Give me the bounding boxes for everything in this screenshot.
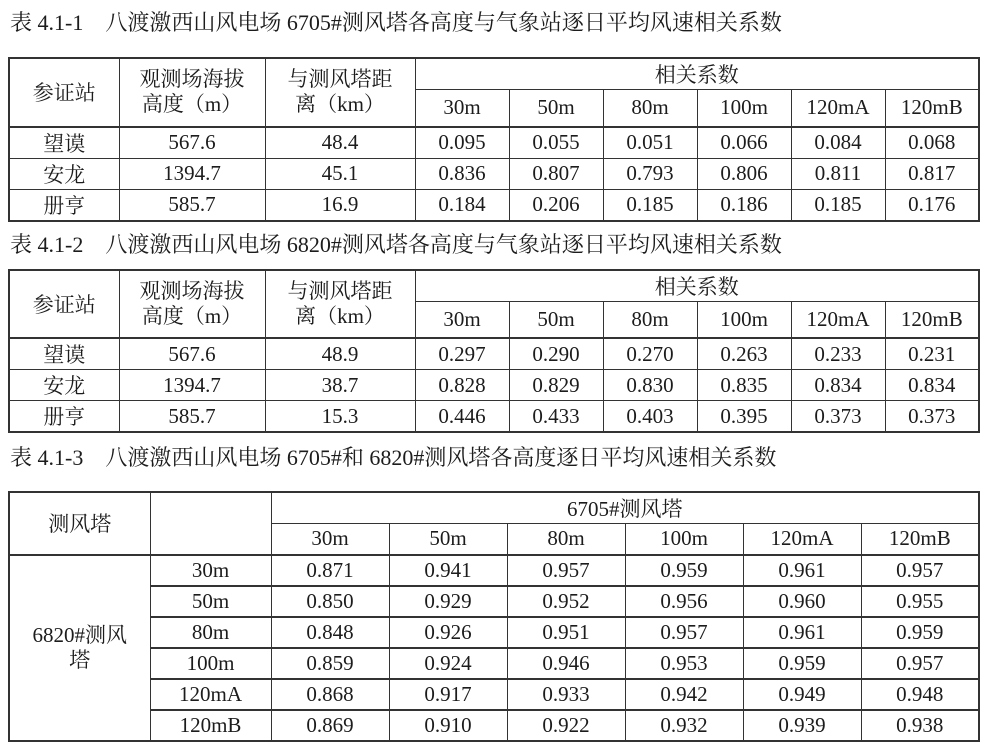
header-correlation-group-cell: 相关系数 [415, 270, 979, 302]
value-cell: 0.869 [271, 710, 389, 741]
value-cell: 0.946 [507, 648, 625, 679]
row-group-tower-line1: 6820#测风 [32, 622, 127, 647]
height-header-cell: 120mA [743, 524, 861, 555]
row-group-tower-cell [9, 555, 150, 741]
table-row [9, 648, 979, 679]
height-cell: 80m [150, 617, 271, 648]
height-header-cell: 120mA [791, 301, 885, 338]
header-tower-cell: 测风塔 [9, 492, 150, 555]
value-cell: 0.206 [509, 189, 603, 221]
value-cell: 0.836 [415, 158, 509, 189]
table-row [9, 158, 979, 189]
value-cell: 0.084 [791, 127, 885, 159]
value-cell: 0.956 [625, 586, 743, 617]
value-cell: 0.951 [507, 617, 625, 648]
value-cell: 0.095 [415, 127, 509, 159]
station-cell: 册亨 [9, 401, 119, 433]
correlation-table-6820 [8, 269, 980, 434]
elevation-cell: 585.7 [119, 401, 265, 433]
value-cell: 0.917 [389, 679, 507, 710]
value-cell: 0.929 [389, 586, 507, 617]
row-group-tower-line2: 塔 [69, 647, 91, 672]
value-cell: 0.959 [743, 648, 861, 679]
value-cell: 0.957 [861, 555, 979, 586]
height-header-cell: 80m [603, 301, 697, 338]
value-cell: 0.433 [509, 401, 603, 433]
value-cell: 0.793 [603, 158, 697, 189]
value-cell: 0.955 [861, 586, 979, 617]
value-cell: 0.807 [509, 158, 603, 189]
height-header-cell: 120mB [861, 524, 979, 555]
table-row [9, 710, 979, 741]
value-cell: 0.290 [509, 338, 603, 370]
height-cell: 100m [150, 648, 271, 679]
value-cell: 0.868 [271, 679, 389, 710]
value-cell: 0.850 [271, 586, 389, 617]
table2-caption-title: 八渡激西山风电场 6820#测风塔各高度与气象站逐日平均风速相关系数 [105, 231, 782, 257]
value-cell: 0.948 [861, 679, 979, 710]
value-cell: 0.922 [507, 710, 625, 741]
height-header-cell: 120mB [885, 301, 979, 338]
value-cell: 0.830 [603, 370, 697, 401]
value-cell: 0.957 [507, 555, 625, 586]
elevation-cell: 1394.7 [119, 370, 265, 401]
value-cell: 0.231 [885, 338, 979, 370]
value-cell: 0.270 [603, 338, 697, 370]
value-cell: 0.959 [625, 555, 743, 586]
table-row [9, 338, 979, 370]
table-row [9, 617, 979, 648]
header-distance-line2: 离（km） [295, 303, 385, 328]
table1-caption-label: 表 4.1-1 [10, 10, 84, 35]
value-cell: 0.817 [885, 158, 979, 189]
table-row [9, 270, 979, 302]
value-cell: 0.939 [743, 710, 861, 741]
height-header-cell: 50m [509, 301, 603, 338]
value-cell: 0.952 [507, 586, 625, 617]
value-cell: 0.066 [697, 127, 791, 159]
height-header-cell: 100m [697, 90, 791, 127]
value-cell: 0.834 [885, 370, 979, 401]
value-cell: 0.926 [389, 617, 507, 648]
station-cell: 安龙 [9, 370, 119, 401]
value-cell: 0.859 [271, 648, 389, 679]
header-station-cell: 参证站 [9, 270, 119, 339]
table1-caption-title: 八渡激西山风电场 6705#测风塔各高度与气象站逐日平均风速相关系数 [105, 10, 782, 35]
height-header-cell: 100m [697, 301, 791, 338]
value-cell: 0.848 [271, 617, 389, 648]
height-cell: 30m [150, 555, 271, 586]
value-cell: 0.806 [697, 158, 791, 189]
header-distance-line1: 与测风塔距 [287, 67, 393, 92]
value-cell: 0.233 [791, 338, 885, 370]
value-cell: 0.961 [743, 617, 861, 648]
header-elevation-line2: 高度（m） [141, 303, 243, 328]
header-elevation-line1: 观测场海拔 [139, 67, 245, 92]
value-cell: 0.942 [625, 679, 743, 710]
height-header-cell: 30m [415, 90, 509, 127]
value-cell: 0.176 [885, 189, 979, 221]
value-cell: 0.811 [791, 158, 885, 189]
distance-cell: 48.4 [265, 127, 415, 159]
elevation-cell: 567.6 [119, 127, 265, 159]
value-cell: 0.932 [625, 710, 743, 741]
table-row [9, 586, 979, 617]
correlation-table-6705 [8, 57, 980, 222]
value-cell: 0.263 [697, 338, 791, 370]
height-header-cell: 30m [415, 301, 509, 338]
header-distance-line2: 离（km） [295, 92, 385, 117]
height-cell: 120mB [150, 710, 271, 741]
height-header-cell: 80m [507, 524, 625, 555]
distance-cell: 48.9 [265, 338, 415, 370]
value-cell: 0.828 [415, 370, 509, 401]
table2-caption [8, 230, 978, 260]
table-row [9, 679, 979, 710]
table3-caption-label: 表 4.1-3 [10, 445, 84, 470]
height-header-cell: 120mB [885, 90, 979, 127]
header-distance-line1: 与测风塔距 [287, 278, 393, 303]
value-cell: 0.953 [625, 648, 743, 679]
value-cell: 0.403 [603, 401, 697, 433]
table3-caption [8, 443, 978, 473]
height-cell: 120mA [150, 679, 271, 710]
value-cell: 0.961 [743, 555, 861, 586]
elevation-cell: 585.7 [119, 189, 265, 221]
header-empty-cell [150, 492, 271, 555]
value-cell: 0.949 [743, 679, 861, 710]
value-cell: 0.395 [697, 401, 791, 433]
value-cell: 0.373 [791, 401, 885, 433]
table1-caption [8, 8, 978, 38]
value-cell: 0.933 [507, 679, 625, 710]
value-cell: 0.959 [861, 617, 979, 648]
table3-caption-title: 八渡激西山风电场 6705#和 6820#测风塔各高度逐日平均风速相关系数 [105, 445, 777, 470]
station-cell: 望谟 [9, 127, 119, 159]
value-cell: 0.055 [509, 127, 603, 159]
value-cell: 0.941 [389, 555, 507, 586]
header-station-cell: 参证站 [9, 58, 119, 127]
value-cell: 0.051 [603, 127, 697, 159]
value-cell: 0.829 [509, 370, 603, 401]
distance-cell: 45.1 [265, 158, 415, 189]
value-cell: 0.297 [415, 338, 509, 370]
distance-cell: 15.3 [265, 401, 415, 433]
station-cell: 安龙 [9, 158, 119, 189]
header-distance-cell [265, 270, 415, 339]
table-row [9, 127, 979, 159]
value-cell: 0.938 [861, 710, 979, 741]
height-cell: 50m [150, 586, 271, 617]
value-cell: 0.960 [743, 586, 861, 617]
header-tower-group-cell: 6705#测风塔 [271, 492, 979, 524]
height-header-cell: 80m [603, 90, 697, 127]
value-cell: 0.834 [791, 370, 885, 401]
header-distance-cell [265, 58, 415, 127]
value-cell: 0.957 [625, 617, 743, 648]
height-header-cell: 100m [625, 524, 743, 555]
value-cell: 0.957 [861, 648, 979, 679]
value-cell: 0.835 [697, 370, 791, 401]
value-cell: 0.068 [885, 127, 979, 159]
height-header-cell: 50m [389, 524, 507, 555]
value-cell: 0.446 [415, 401, 509, 433]
table-row [9, 555, 979, 586]
table-row [9, 492, 979, 524]
table-row [9, 370, 979, 401]
value-cell: 0.871 [271, 555, 389, 586]
value-cell: 0.185 [603, 189, 697, 221]
station-cell: 望谟 [9, 338, 119, 370]
table2-caption-label: 表 4.1-2 [10, 231, 84, 257]
elevation-cell: 1394.7 [119, 158, 265, 189]
cross-tower-correlation-table [8, 491, 980, 742]
table-row [9, 189, 979, 221]
header-elevation-line1: 观测场海拔 [139, 278, 245, 303]
height-header-cell: 30m [271, 524, 389, 555]
value-cell: 0.924 [389, 648, 507, 679]
header-elevation-line2: 高度（m） [141, 92, 243, 117]
height-header-cell: 50m [509, 90, 603, 127]
elevation-cell: 567.6 [119, 338, 265, 370]
value-cell: 0.185 [791, 189, 885, 221]
distance-cell: 16.9 [265, 189, 415, 221]
table-row [9, 401, 979, 433]
value-cell: 0.910 [389, 710, 507, 741]
distance-cell: 38.7 [265, 370, 415, 401]
header-elevation-cell [119, 270, 265, 339]
table-row [9, 58, 979, 90]
height-header-cell: 120mA [791, 90, 885, 127]
station-cell: 册亨 [9, 189, 119, 221]
header-elevation-cell [119, 58, 265, 127]
value-cell: 0.184 [415, 189, 509, 221]
header-correlation-group-cell: 相关系数 [415, 58, 979, 90]
value-cell: 0.186 [697, 189, 791, 221]
value-cell: 0.373 [885, 401, 979, 433]
